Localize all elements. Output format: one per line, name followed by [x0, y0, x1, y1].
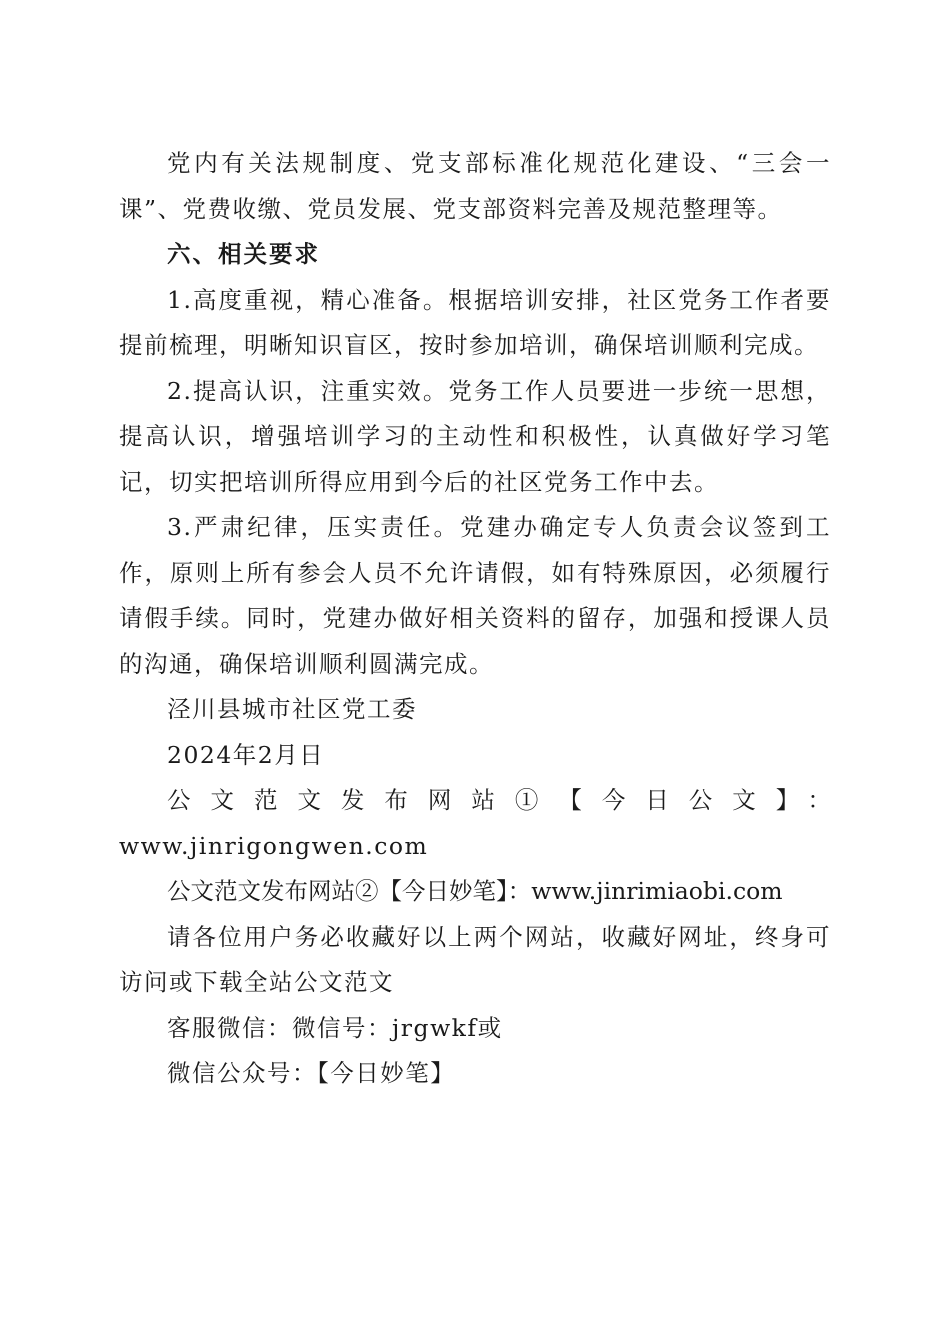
paragraph-training-content: 党内有关法规制度、党支部标准化规范化建设、“三会一课”、党费收缴、党员发展、党支部资料完善及规范整理等。 — [119, 149, 831, 223]
document-body — [119, 141, 831, 1097]
customer-service-wechat: 客服微信：微信号：jrgwkf或 — [167, 1013, 503, 1042]
paragraph-requirement-3: 3.严肃纪律，压实责任。党建办确定专人负责会议签到工作，原则上所有参会人员不允许请假，如有特殊原因，必须履行请假手续。同时，党建办做好相关资料的留存，加强和授课人员的沟通，确保培训顺利圆满完成。 — [119, 513, 831, 678]
site-1-url: www.jinrigongwen.com — [119, 831, 429, 860]
wechat-official-account: 微信公众号：【今日妙笔】 — [167, 1059, 456, 1087]
site-2-line: 公文范文发布网站②【今日妙笔】：www.jinrimiaobi.com — [167, 877, 783, 905]
bookmark-notice: 请各位用户务必收藏好以上两个网站，收藏好网址，终身可访问或下载全站公文范文 — [119, 922, 831, 996]
paragraph-requirement-1: 1.高度重视，精心准备。根据培训安排，社区党务工作者要提前梳理，明晰知识盲区，按时参加培训，确保培训顺利完成。 — [119, 285, 831, 359]
paragraph-requirement-2: 2.提高认识，注重实效。党务工作人员要进一步统一思想，提高认识，增强培训学习的主动性和积极性，认真做好学习笔记，切实把培训所得应用到今后的社区党务工作中去。 — [119, 376, 831, 496]
signature-organization: 泾川县城市社区党工委 — [167, 695, 417, 723]
site-1-label: 公文范文发布网站①【今日公文】： — [167, 786, 831, 814]
signature-date: 2024年2月日 — [167, 740, 325, 769]
section-heading-requirements: 六、相关要求 — [167, 240, 320, 268]
